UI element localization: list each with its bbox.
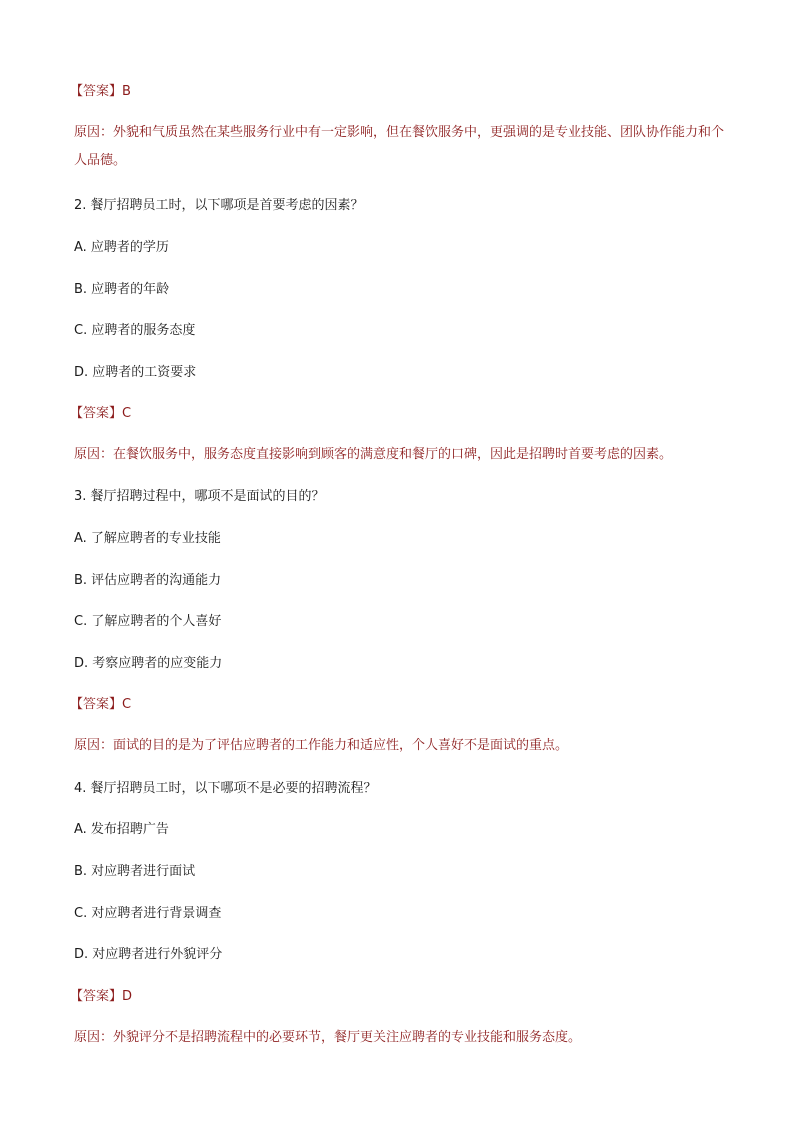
answer-label: 【答案】B [70, 84, 131, 99]
option-2-c: C. 应聘者的服务态度 [74, 323, 196, 338]
question-2: 2. 餐厅招聘员工时，以下哪项是首要考虑的因素？ [74, 198, 364, 213]
answer-reason: 原因：在餐饮服务中，服务态度直接影响到顾客的满意度和餐厅的口碑，因此是招聘时首要考虑的因素。 [74, 447, 673, 462]
answer-label: 【答案】D [70, 989, 133, 1004]
option-3-d: D. 考察应聘者的应变能力 [74, 656, 223, 671]
option-3-a: A. 了解应聘者的专业技能 [74, 531, 221, 546]
answer-label: 【答案】C [70, 406, 132, 421]
question-3: 3. 餐厅招聘过程中，哪项不是面试的目的？ [74, 489, 325, 504]
option-4-b: B. 对应聘者进行面试 [74, 864, 196, 879]
answer-reason: 原因：面试的目的是为了评估应聘者的工作能力和适应性，个人喜好不是面试的重点。 [74, 738, 569, 753]
option-3-c: C. 了解应聘者的个人喜好 [74, 614, 222, 629]
option-2-b: B. 应聘者的年龄 [74, 282, 170, 297]
option-2-d: D. 应聘者的工资要求 [74, 365, 197, 380]
option-2-a: A. 应聘者的学历 [74, 240, 169, 255]
option-4-d: D. 对应聘者进行外貌评分 [74, 947, 223, 962]
answer-reason: 原因：外貌评分不是招聘流程中的必要环节，餐厅更关注应聘者的专业技能和服务态度。 [74, 1030, 582, 1045]
option-3-b: B. 评估应聘者的沟通能力 [74, 573, 222, 588]
question-4: 4. 餐厅招聘员工时，以下哪项不是必要的招聘流程？ [74, 781, 377, 796]
answer-label: 【答案】C [70, 697, 132, 712]
option-4-c: C. 对应聘者进行背景调查 [74, 906, 222, 921]
answer-reason: 原因：外貌和气质虽然在某些服务行业中有一定影响，但在餐饮服务中，更强调的是专业技能、团队协作能力和个人品德。 [74, 125, 725, 168]
option-4-a: A. 发布招聘广告 [74, 822, 169, 837]
